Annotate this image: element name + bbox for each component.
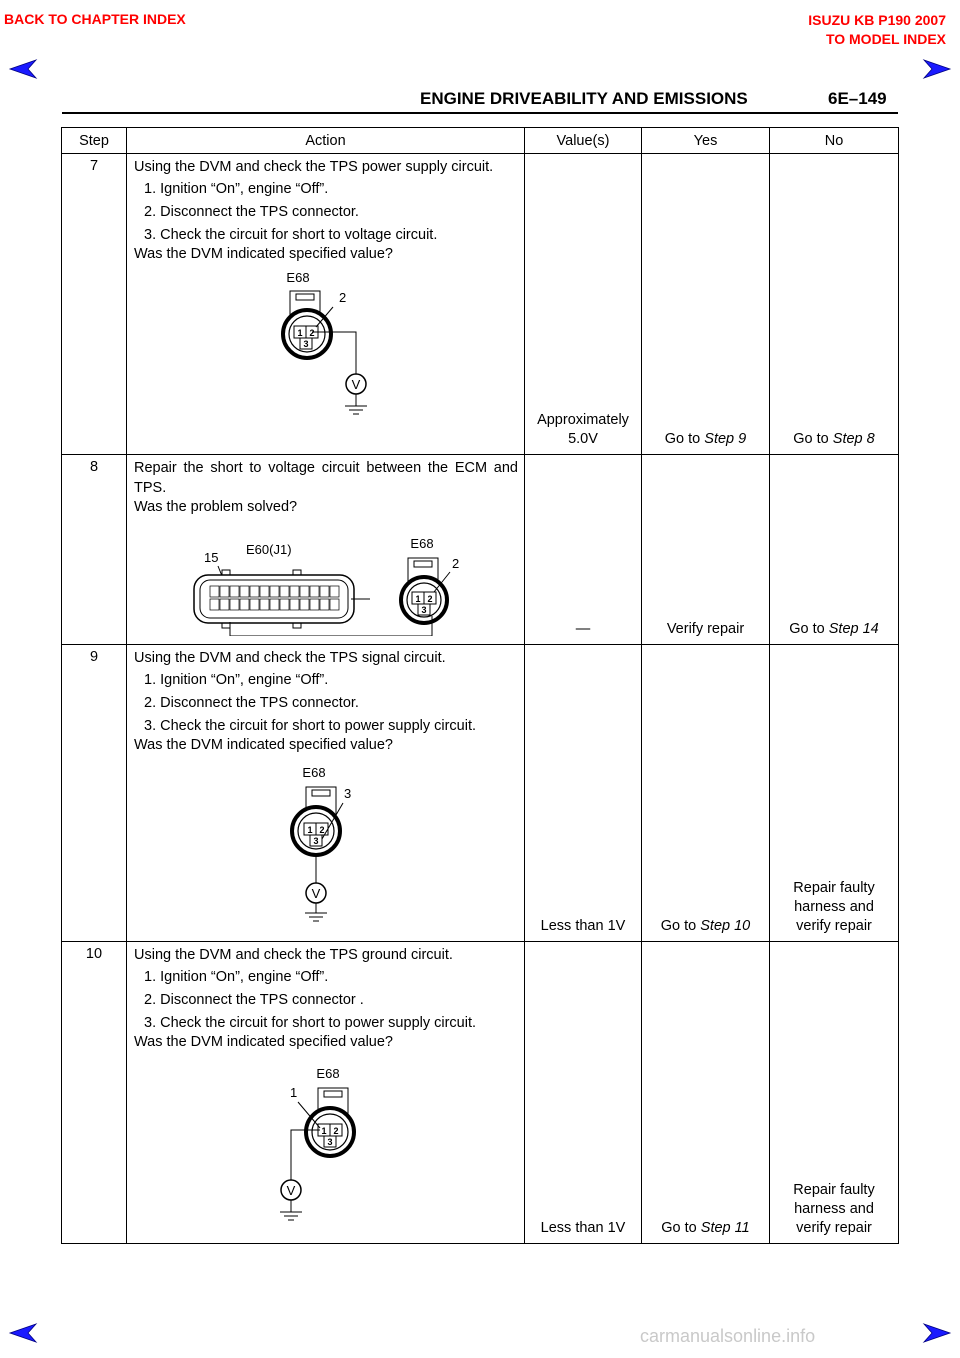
header-rule	[62, 112, 898, 114]
action-substep: 1. Ignition “On”, engine “Off”.	[144, 968, 329, 985]
action-substep: 1. Ignition “On”, engine “Off”.	[144, 671, 329, 688]
no-cell	[770, 942, 899, 1244]
connector-label: E68	[286, 270, 310, 285]
value-cell: Less than 1V	[525, 645, 642, 942]
ecm-connector-label: E60(J1)	[246, 541, 292, 557]
action-question: Was the problem solved?	[134, 499, 298, 515]
yes-cell: Verify repair	[642, 455, 770, 645]
col-header-yes: Yes	[642, 128, 770, 154]
tps-signal-diagram	[134, 755, 518, 925]
pin-number: 3	[421, 604, 427, 615]
action-cell	[127, 154, 525, 455]
action-substep: 1. Ignition “On”, engine “Off”.	[144, 180, 329, 197]
table-row	[62, 942, 899, 1244]
no-prefix: Go to	[789, 621, 829, 637]
ecm-pin-label: 15	[204, 549, 219, 565]
action-question: Was the DVM indicated specified value?	[134, 245, 393, 262]
tps-ground-diagram	[134, 1052, 518, 1227]
table-row	[62, 154, 899, 455]
step-number: 8	[62, 455, 127, 645]
action-question: Was the DVM indicated specified value?	[134, 1033, 393, 1050]
prev-page-arrow-bottom-icon[interactable]	[8, 1322, 38, 1344]
diagnostic-table	[61, 127, 899, 1244]
table-row	[62, 455, 899, 645]
page-number: 6E–149	[828, 89, 887, 108]
action-intro: Using the DVM and check the TPS ground circuit.	[134, 947, 453, 963]
action-substep: 2. Disconnect the TPS connector.	[144, 204, 359, 220]
table-row	[62, 645, 899, 942]
yes-cell	[642, 942, 770, 1244]
pin-number: 3	[303, 339, 309, 349]
no-cell	[770, 154, 899, 455]
action-intro: Repair the short to voltage circuit between the ECM and TPS.	[134, 460, 518, 496]
no-text: verify repair	[796, 1220, 872, 1236]
pin-number: 1	[415, 593, 421, 604]
pin-number: 2	[319, 825, 325, 835]
table-header-row	[62, 128, 899, 154]
pin-number: 3	[313, 836, 319, 846]
pin-label: 2	[452, 555, 460, 571]
action-cell	[127, 455, 525, 645]
no-text: Repair faulty	[793, 1182, 875, 1198]
col-header-no: No	[770, 128, 899, 154]
model-index-link[interactable]	[808, 11, 946, 49]
prev-page-arrow-icon[interactable]	[8, 58, 38, 80]
pin-number: 2	[333, 1126, 339, 1136]
value-cell: —	[525, 455, 642, 645]
section-title: ENGINE DRIVEABILITY AND EMISSIONS	[420, 89, 748, 108]
step-reference-link[interactable]: Step 10	[700, 918, 751, 934]
action-substep: 2. Disconnect the TPS connector .	[144, 992, 364, 1008]
no-text: Repair faulty	[793, 880, 875, 896]
step-number: 9	[62, 645, 127, 942]
action-substep: 3. Check the circuit for short to power supply circuit.	[144, 1014, 477, 1031]
ecm-to-tps-diagram	[134, 518, 518, 636]
yes-prefix: Go to	[660, 918, 701, 934]
action-substep: 3. Check the circuit for short to power supply circuit.	[144, 717, 477, 734]
pin-number: 1	[321, 1126, 327, 1136]
pin-number: 2	[309, 328, 315, 338]
pin-number: 1	[307, 825, 313, 835]
voltmeter-symbol: V	[286, 1183, 296, 1198]
yes-cell	[642, 154, 770, 455]
value-cell: Less than 1V	[525, 942, 642, 1244]
to-model-index: TO MODEL INDEX	[825, 31, 946, 47]
action-substep: 2. Disconnect the TPS connector.	[144, 695, 359, 711]
action-question: Was the DVM indicated specified value?	[134, 736, 393, 753]
pin-label: 1	[290, 1085, 298, 1100]
value-cell	[525, 154, 642, 455]
pin-label: 3	[344, 786, 352, 801]
no-text: verify repair	[796, 918, 872, 934]
next-page-arrow-bottom-icon[interactable]	[922, 1322, 952, 1344]
connector-label: E68	[316, 1066, 340, 1081]
pin-number: 3	[327, 1137, 333, 1147]
back-to-chapter-index-link[interactable]: BACK TO CHAPTER INDEX	[4, 11, 186, 27]
yes-cell	[642, 645, 770, 942]
next-page-arrow-icon[interactable]	[922, 58, 952, 80]
pin-label: 2	[339, 290, 347, 305]
action-substep: 3. Check the circuit for short to voltage circuit.	[144, 226, 438, 243]
yes-prefix: Go to	[664, 431, 705, 447]
value-text: Approximately	[537, 412, 629, 428]
no-prefix: Go to	[793, 431, 833, 447]
no-cell	[770, 645, 899, 942]
action-cell	[127, 942, 525, 1244]
connector-label: E68	[410, 535, 434, 551]
step-number: 7	[62, 154, 127, 455]
step-reference-link[interactable]: Step 14	[828, 621, 879, 637]
voltmeter-symbol: V	[351, 377, 361, 392]
action-intro: Using the DVM and check the TPS signal circuit.	[134, 650, 446, 666]
value-text: 5.0V	[568, 431, 598, 447]
no-cell	[770, 455, 899, 645]
action-cell	[127, 645, 525, 942]
action-intro: Using the DVM and check the TPS power supply circuit.	[134, 159, 494, 175]
col-header-action: Action	[127, 128, 525, 154]
step-reference-link[interactable]: Step 9	[704, 431, 747, 447]
watermark: carmanualsonline.info	[640, 1326, 816, 1346]
yes-prefix: Go to	[661, 1220, 701, 1236]
col-header-values: Value(s)	[525, 128, 642, 154]
step-reference-link[interactable]: Step 8	[832, 431, 875, 447]
no-text: harness and	[794, 899, 874, 915]
pin-number: 2	[427, 593, 433, 604]
voltmeter-symbol: V	[311, 886, 321, 901]
step-reference-link[interactable]: Step 11	[700, 1220, 750, 1236]
no-text: harness and	[794, 1201, 874, 1217]
col-header-step: Step	[62, 128, 127, 154]
tps-power-supply-diagram	[134, 264, 518, 419]
step-number: 10	[62, 942, 127, 1244]
pin-number: 1	[297, 328, 303, 338]
model-title: ISUZU KB P190 2007	[808, 12, 946, 28]
connector-label: E68	[302, 765, 326, 780]
